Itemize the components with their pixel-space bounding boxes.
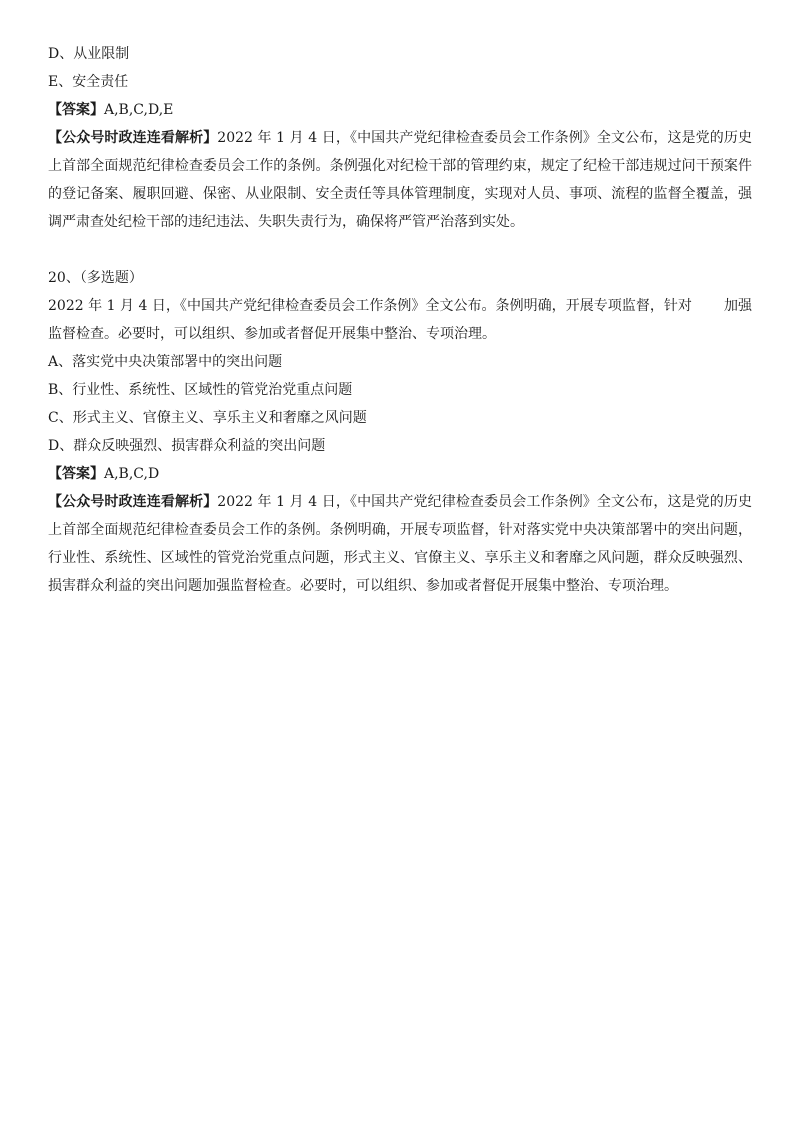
q20-option-d: D、群众反映强烈、损害群众利益的突出问题	[48, 438, 326, 454]
analysis-text: 2022 年 1 月 4 日，《中国共产党纪律检查委员会工作条例》全文公布，这是党的历史上首部全面规范纪律检查委员会工作的条例。条例强化对纪检干部的管理约束，规定了纪检干部违规过问干预案件的登记备案、履职回避、保密、从业限制、安全责任等具体管理制度，实现对人员、事项、流程的监督全覆盖，强调严肃查处纪检干部的违纪违法、失职失责行为，确保将严管严治落到实处。	[48, 130, 752, 230]
q20-stem	[48, 292, 752, 348]
analysis-label: 【公众号时政连连看解析】	[48, 130, 218, 146]
stem-after: 加强监督检查。必要时，可以组织、参加或者督促开展集中整治、专项治理。	[48, 298, 752, 342]
q20-option-b: B、行业性、系统性、区域性的管党治党重点问题	[48, 382, 353, 398]
answer-value: A,B,C,D,E	[104, 102, 174, 118]
stem-before: 2022 年 1 月 4 日，《中国共产党纪律检查委员会工作条例》全文公布。条例明确，开展专项监督，针对	[48, 298, 692, 314]
answer-label: 【答案】	[48, 466, 104, 482]
q19-answer	[48, 96, 752, 124]
q19-analysis	[48, 124, 752, 236]
q19-option-e: E、安全责任	[48, 74, 129, 90]
analysis-label: 【公众号时政连连看解析】	[48, 494, 218, 510]
q20-answer	[48, 460, 752, 488]
analysis-text: 2022 年 1 月 4 日，《中国共产党纪律检查委员会工作条例》全文公布，这是党的历史上首部全面规范纪律检查委员会工作的条例。条例明确，开展专项监督，针对落实党中央决策部署中的突出问题，行业性、系统性、区域性的管党治党重点问题，形式主义、官僚主义、享乐主义和奢靡之风问题，群众反映强烈、损害群众利益的突出问题加强监督检查。必要时，可以组织、参加或者督促开展集中整治、专项治理。	[48, 494, 752, 594]
q20-option-c: C、形式主义、官僚主义、享乐主义和奢靡之风问题	[48, 410, 367, 426]
q19-option-d: D、从业限制	[48, 46, 130, 62]
section-gap	[48, 236, 752, 264]
q20-number: 20、（多选题）	[48, 270, 143, 286]
answer-label: 【答案】	[48, 102, 104, 118]
answer-value: A,B,C,D	[104, 466, 160, 482]
q20-analysis	[48, 488, 752, 600]
q20-option-a: A、落实党中央决策部署中的突出问题	[48, 354, 283, 370]
